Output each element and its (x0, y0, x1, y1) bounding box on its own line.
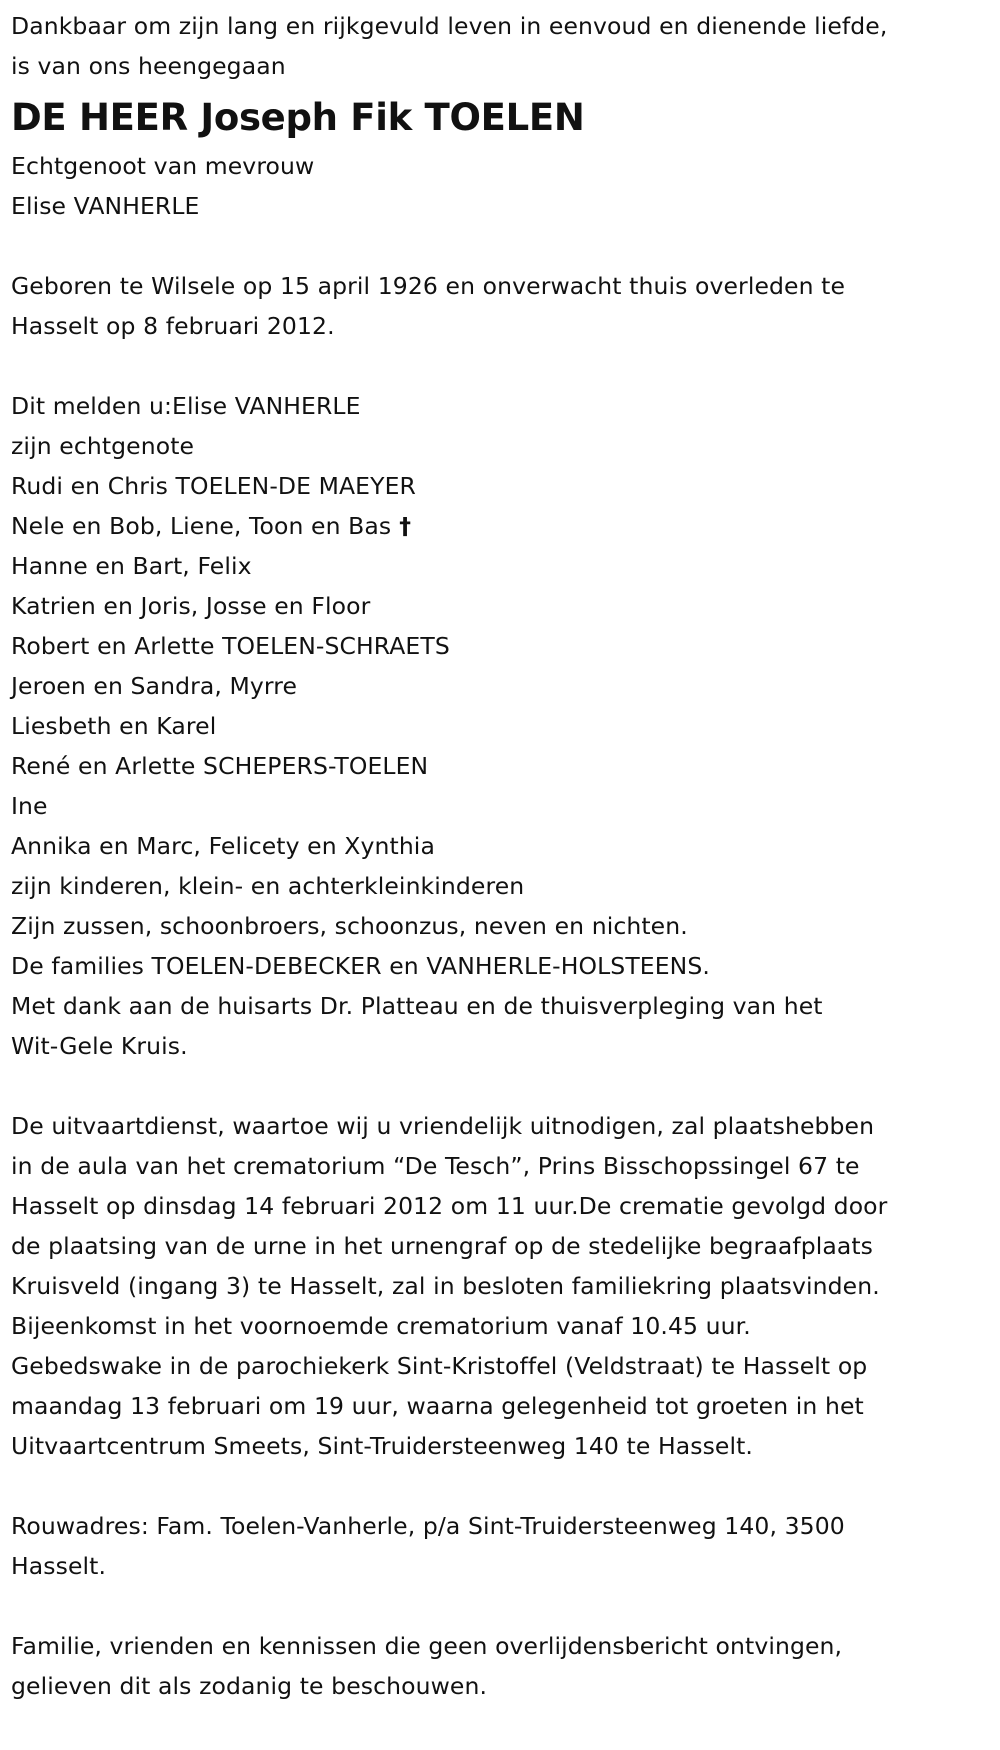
announcer-line: René en Arlette SCHEPERS-TOELEN (11, 752, 429, 780)
paragraph-gap (11, 1466, 991, 1506)
spouse-line: Echtgenoot van mevrouw (11, 152, 315, 180)
announcer-line-with-cross (11, 506, 991, 546)
deceased-name-title: DE HEER Joseph Fik TOELEN (11, 96, 585, 139)
announcer-line: Robert en Arlette TOELEN-SCHRAETS (11, 632, 450, 660)
service-paragraph (11, 1106, 991, 1466)
announcer-line: zijn echtgenote (11, 432, 195, 460)
spouse-line: Elise VANHERLE (11, 192, 200, 220)
service-line: Uitvaartcentrum Smeets, Sint-Truidersteenweg 140 te Hasselt. (11, 1432, 753, 1460)
announcer-line: Hanne en Bart, Felix (11, 552, 252, 580)
announcers-list (11, 386, 991, 1066)
birth-death-paragraph (11, 266, 991, 346)
announcer-line: Dit melden u:Elise VANHERLE (11, 392, 361, 420)
obituary-notice (11, 6, 991, 1706)
intro-paragraph (11, 6, 991, 86)
closing-line: gelieven dit als zodanig te beschouwen. (11, 1672, 488, 1700)
closing-line: Familie, vrienden en kennissen die geen overlijdensbericht ontvingen, (11, 1632, 843, 1660)
intro-line: Dankbaar om zijn lang en rijkgevuld leven in eenvoud en dienende liefde, (11, 12, 888, 40)
address-line: Hasselt. (11, 1552, 107, 1580)
announcer-line: De families TOELEN-DEBECKER en VANHERLE-HOLSTEENS. (11, 952, 710, 980)
service-line: Gebedswake in de parochiekerk Sint-Kristoffel (Veldstraat) te Hasselt op (11, 1352, 868, 1380)
service-line: in de aula van het crematorium “De Tesch”, Prins Bisschopssingel 67 te (11, 1152, 860, 1180)
paragraph-gap (11, 1066, 991, 1106)
service-line: Kruisveld (ingang 3) te Hasselt, zal in besloten familiekring plaatsvinden. (11, 1272, 880, 1300)
intro-line: is van ons heengegaan (11, 52, 286, 80)
announcer-line: zijn kinderen, klein- en achterkleinkinderen (11, 872, 525, 900)
service-line: De uitvaartdienst, waartoe wij u vriendelijk uitnodigen, zal plaatshebben (11, 1112, 875, 1140)
announcer-line: Zijn zussen, schoonbroers, schoonzus, neven en nichten. (11, 912, 688, 940)
announcer-line: Katrien en Joris, Josse en Floor (11, 592, 371, 620)
announcer-line: Ine (11, 792, 48, 820)
paragraph-gap (11, 346, 991, 386)
announcer-line: Liesbeth en Karel (11, 712, 217, 740)
birth-death-line: Geboren te Wilsele op 15 april 1926 en onverwacht thuis overleden te (11, 272, 846, 300)
announcer-line: Annika en Marc, Felicety en Xynthia (11, 832, 435, 860)
paragraph-gap (11, 1586, 991, 1626)
service-line: de plaatsing van de urne in het urnengraf op de stedelijke begraafplaats (11, 1232, 874, 1260)
service-line: Bijeenkomst in het voornoemde crematorium vanaf 10.45 uur. (11, 1312, 751, 1340)
address-line: Rouwadres: Fam. Toelen-Vanherle, p/a Sint-Truidersteenweg 140, 3500 (11, 1512, 845, 1540)
birth-death-line: Hasselt op 8 februari 2012. (11, 312, 335, 340)
announcer-line-text: Nele en Bob, Liene, Toon en Bas (11, 512, 392, 540)
service-line: maandag 13 februari om 19 uur, waarna gelegenheid tot groeten in het (11, 1392, 864, 1420)
paragraph-gap (11, 226, 991, 266)
announcer-line: Jeroen en Sandra, Myrre (11, 672, 298, 700)
announcer-line: Met dank aan de huisarts Dr. Platteau en de thuisverpleging van het (11, 992, 823, 1020)
cross-icon: † (399, 512, 412, 540)
spouse-paragraph (11, 146, 991, 226)
announcer-line: Wit-Gele Kruis. (11, 1032, 188, 1060)
address-paragraph (11, 1506, 991, 1586)
service-line: Hasselt op dinsdag 14 februari 2012 om 11 uur.De crematie gevolgd door (11, 1192, 888, 1220)
announcer-line: Rudi en Chris TOELEN-DE MAEYER (11, 472, 416, 500)
closing-paragraph (11, 1626, 991, 1706)
